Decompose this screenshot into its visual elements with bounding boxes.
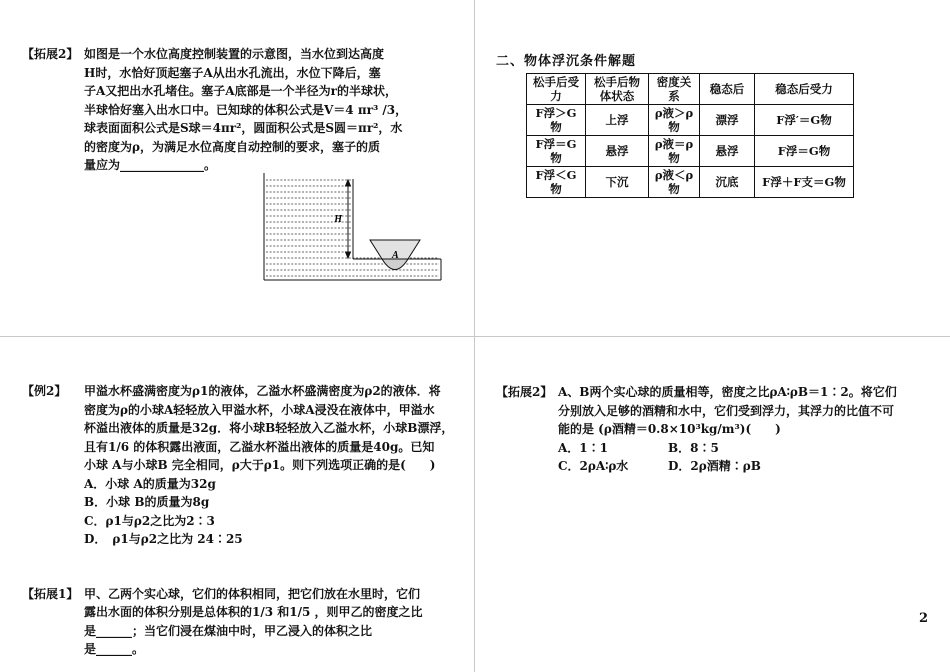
option-d: D．2ρ酒精∶ρB <box>668 459 761 473</box>
page-number: 2 <box>919 611 929 626</box>
question-line: 杯溢出液体的质量是32g．将小球B轻轻放入乙溢水杯，小球B漂浮， <box>84 421 454 435</box>
question-line: 甲、乙两个实心球，它们的体积相同，把它们放在水里时，它们 <box>84 586 421 601</box>
question-line: 是______。 <box>84 642 145 656</box>
question-line: 的密度为ρ，为满足水位高度自动控制的要求，塞子的质 <box>84 139 380 154</box>
question-tag: 【拓展2】 <box>496 385 553 399</box>
table-cell: F浮′＝G物 <box>755 105 854 136</box>
extension-2-bottom <box>496 383 936 476</box>
question-extension-2-top <box>22 45 462 175</box>
table-cell: ρ液＜ρ物 <box>649 167 700 198</box>
question-line: 量应为______________。 <box>84 158 217 172</box>
question-line: 如图是一个水位高度控制装置的示意图，当水位到达高度 <box>84 47 385 61</box>
horizontal-divider <box>0 336 950 337</box>
option-c: C．ρ1与ρ2之比为2∶3 <box>84 513 215 528</box>
question-line: H时，水恰好顶起塞子A从出水孔流出，水位下降后，塞 <box>84 65 381 80</box>
floating-conditions-table <box>526 73 854 198</box>
table-header: 松手后物体状态 <box>586 74 649 105</box>
option-b: B．小球 B的质量为8g <box>84 495 210 509</box>
table-row <box>527 105 854 136</box>
table-header: 稳态后 <box>700 74 755 105</box>
option-a: A．1∶1 <box>558 440 609 455</box>
table-cell: F浮＝G物 <box>527 136 586 167</box>
question-line: 小球 A与小球B 完全相同，ρ大于ρ1。则下列选项正确的是( ) <box>84 458 436 472</box>
label-h: H <box>334 214 342 225</box>
option-c: C．2ρA∶ρ水 <box>558 459 629 473</box>
table-cell: 漂浮 <box>700 105 755 136</box>
option-a: A．小球 A的质量为32g <box>84 476 216 491</box>
question-tag: 【拓展1】 <box>22 586 79 601</box>
table-header: 松手后受力 <box>527 74 586 105</box>
example-2 <box>22 382 462 659</box>
table-cell: ρ液＝ρ物 <box>649 136 700 167</box>
water-tank-diagram <box>258 168 448 288</box>
label-a: A <box>392 250 399 261</box>
question-tag: 【例2】 <box>22 384 67 398</box>
table-cell: F浮＞G物 <box>527 105 586 136</box>
table-row <box>527 167 854 198</box>
question-line: A、B两个实心球的质量相等，密度之比ρA∶ρB＝1∶2。将它们 <box>558 385 897 399</box>
table-cell: 悬浮 <box>700 136 755 167</box>
table-row <box>527 136 854 167</box>
extension-1 <box>22 585 462 659</box>
options-row-1 <box>496 439 936 458</box>
table-cell: F浮＜G物 <box>527 167 586 198</box>
question-line: 能的是 (ρ酒精＝0.8×10³kg/m³)( ) <box>558 422 781 436</box>
table-cell: 沉底 <box>700 167 755 198</box>
table-header-row <box>527 74 854 105</box>
table-header: 稳态后受力 <box>755 74 854 105</box>
question-line: 露出水面的体积分别是总体积的1/3 和1/5 ，则甲乙的密度之比 <box>84 605 423 619</box>
table-cell: 下沉 <box>586 167 649 198</box>
question-line: 是______；当它们浸在煤油中时，甲乙浸入的体积之比 <box>84 623 373 638</box>
table-cell: 上浮 <box>586 105 649 136</box>
question-tag: 【拓展2】 <box>22 47 79 61</box>
table-cell: F浮＝G物 <box>755 136 854 167</box>
question-line: 密度为ρ的小球A轻轻放入甲溢水杯，小球A浸没在液体中，甲溢水 <box>84 402 435 417</box>
table-cell: ρ液＞ρ物 <box>649 105 700 136</box>
option-d: D． ρ1与ρ2之比为 24∶25 <box>84 532 243 546</box>
table-cell: F浮＋F支＝G物 <box>755 167 854 198</box>
table-header: 密度关系 <box>649 74 700 105</box>
question-line: 甲溢水杯盛满密度为ρ1的液体，乙溢水杯盛满密度为ρ2的液体．将 <box>84 384 441 398</box>
question-line: 分别放入足够的酒精和水中，它们受到浮力，其浮力的比值不可 <box>558 403 895 418</box>
question-line: 球表面面积公式是S球＝4πr²，圆面积公式是S圆＝πr²，水 <box>84 121 403 135</box>
options-row-2 <box>496 457 936 476</box>
section-title: 二、物体浮沉条件解题 <box>496 54 637 69</box>
table-cell: 悬浮 <box>586 136 649 167</box>
question-line: 且有1/6 的体积露出液面，乙溢水杯溢出液体的质量是40g。已知 <box>84 439 435 454</box>
question-line: 半球恰好塞入出水口中。已知球的体积公式是V＝4 πr³ /3， <box>84 102 408 117</box>
option-b: B．8∶5 <box>668 440 719 455</box>
question-line: 子A又把出水孔堵住。塞子A底部是一个半径为r的半球状， <box>84 84 397 98</box>
